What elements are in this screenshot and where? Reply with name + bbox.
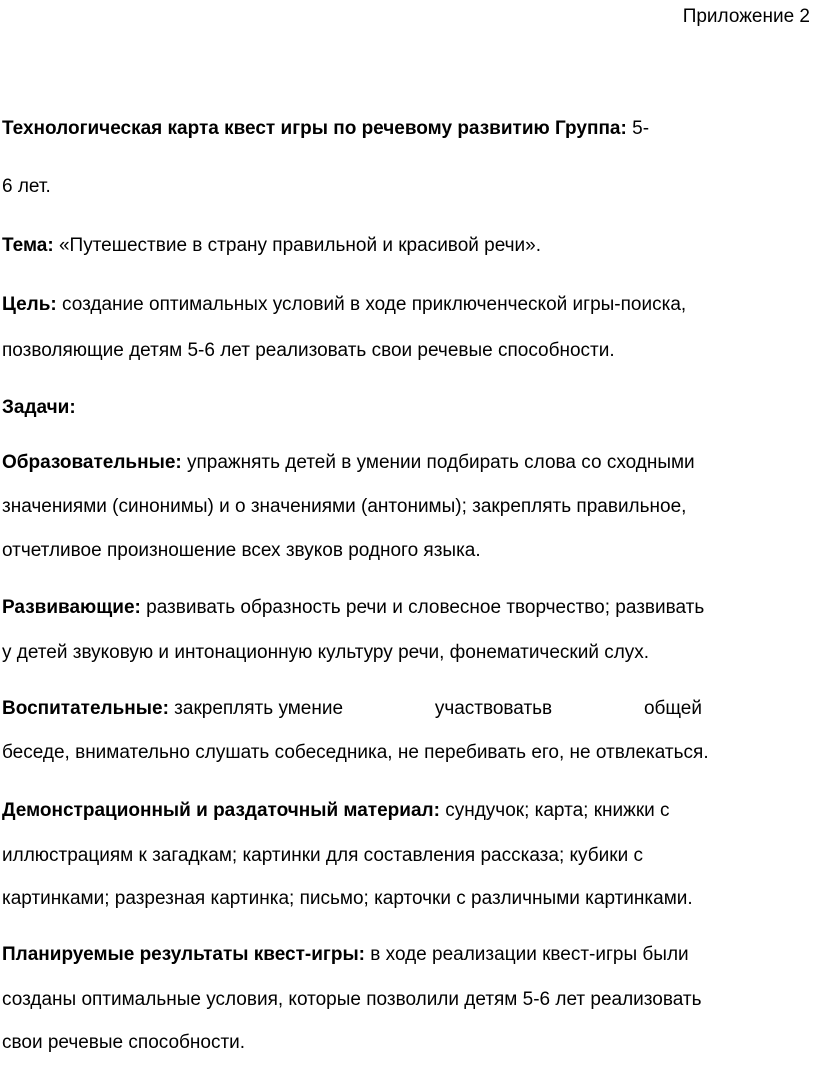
upbringing-first xyxy=(2,698,343,720)
goal-line-1 xyxy=(2,294,686,316)
educational-line-1 xyxy=(2,452,695,474)
upbringing-word-2: участвоватьв xyxy=(434,698,553,719)
results-text-1: в ходе реализации квест-игры были xyxy=(365,944,689,965)
goal-text-1: создание оптимальных условий в ходе приключенческой игры-поиска, xyxy=(56,294,687,315)
upbringing-line-2: беседе, внимательно слушать собеседника, не перебивать его, не отвлекаться. xyxy=(2,742,709,763)
theme-line xyxy=(2,235,541,257)
educational-line-3: отчетливое произношение всех звуков родного языка. xyxy=(2,540,481,561)
goal-line-2: позволяющие детям 5-6 лет реализовать свои речевые способности. xyxy=(2,340,615,361)
results-line-3: свои речевые способности. xyxy=(2,1032,246,1053)
title-rest: 5- xyxy=(626,118,650,139)
materials-line-2: иллюстрациям к загадкам; картинки для составления рассказа; кубики с xyxy=(2,845,643,866)
results-label: Планируемые результаты квест-игры: xyxy=(2,944,365,965)
upbringing-line-1 xyxy=(2,698,702,720)
upbringing-word-1: закреплять умение xyxy=(174,698,344,719)
developing-label: Развивающие: xyxy=(2,597,141,618)
materials-line-1 xyxy=(2,800,670,822)
materials-label: Демонстрационный и раздаточный материал: xyxy=(2,800,440,821)
tasks-label: Задачи: xyxy=(2,397,76,418)
title-bold: Технологическая карта квест игры по речевому развитию Группа: xyxy=(2,118,627,139)
developing-line-2: у детей звуковую и интонационную культуру речи, фонематический слух. xyxy=(2,642,650,663)
upbringing-word-3: общей xyxy=(643,698,702,719)
educational-label: Образовательные: xyxy=(2,452,182,473)
upbringing-label: Воспитательные: xyxy=(2,698,169,719)
title-line-1 xyxy=(2,118,649,140)
results-line-1 xyxy=(2,944,689,966)
theme-label: Тема: xyxy=(2,235,54,256)
developing-line-1 xyxy=(2,597,704,619)
theme-text: «Путешествие в страну правильной и красивой речи». xyxy=(53,235,542,256)
materials-line-3: картинками; разрезная картинка; письмо; карточки с различными картинками. xyxy=(2,888,693,909)
title-line-2: 6 лет. xyxy=(2,176,51,197)
tasks-heading xyxy=(2,397,76,419)
materials-text-1: сундучок; карта; книжки с xyxy=(439,800,670,821)
results-line-2: созданы оптимальные условия, которые позволили детям 5-6 лет реализовать xyxy=(2,989,702,1010)
appendix-label: Приложение 2 xyxy=(682,6,810,27)
educational-line-2: значениями (синонимы) и о значениями (антонимы); закреплять правильное, xyxy=(2,496,687,517)
educational-text-1: упражнять детей в умении подбирать слова со сходными xyxy=(181,452,695,473)
developing-text-1: развивать образность речи и словесное творчество; развивать xyxy=(140,597,705,618)
goal-label: Цель: xyxy=(2,294,57,315)
